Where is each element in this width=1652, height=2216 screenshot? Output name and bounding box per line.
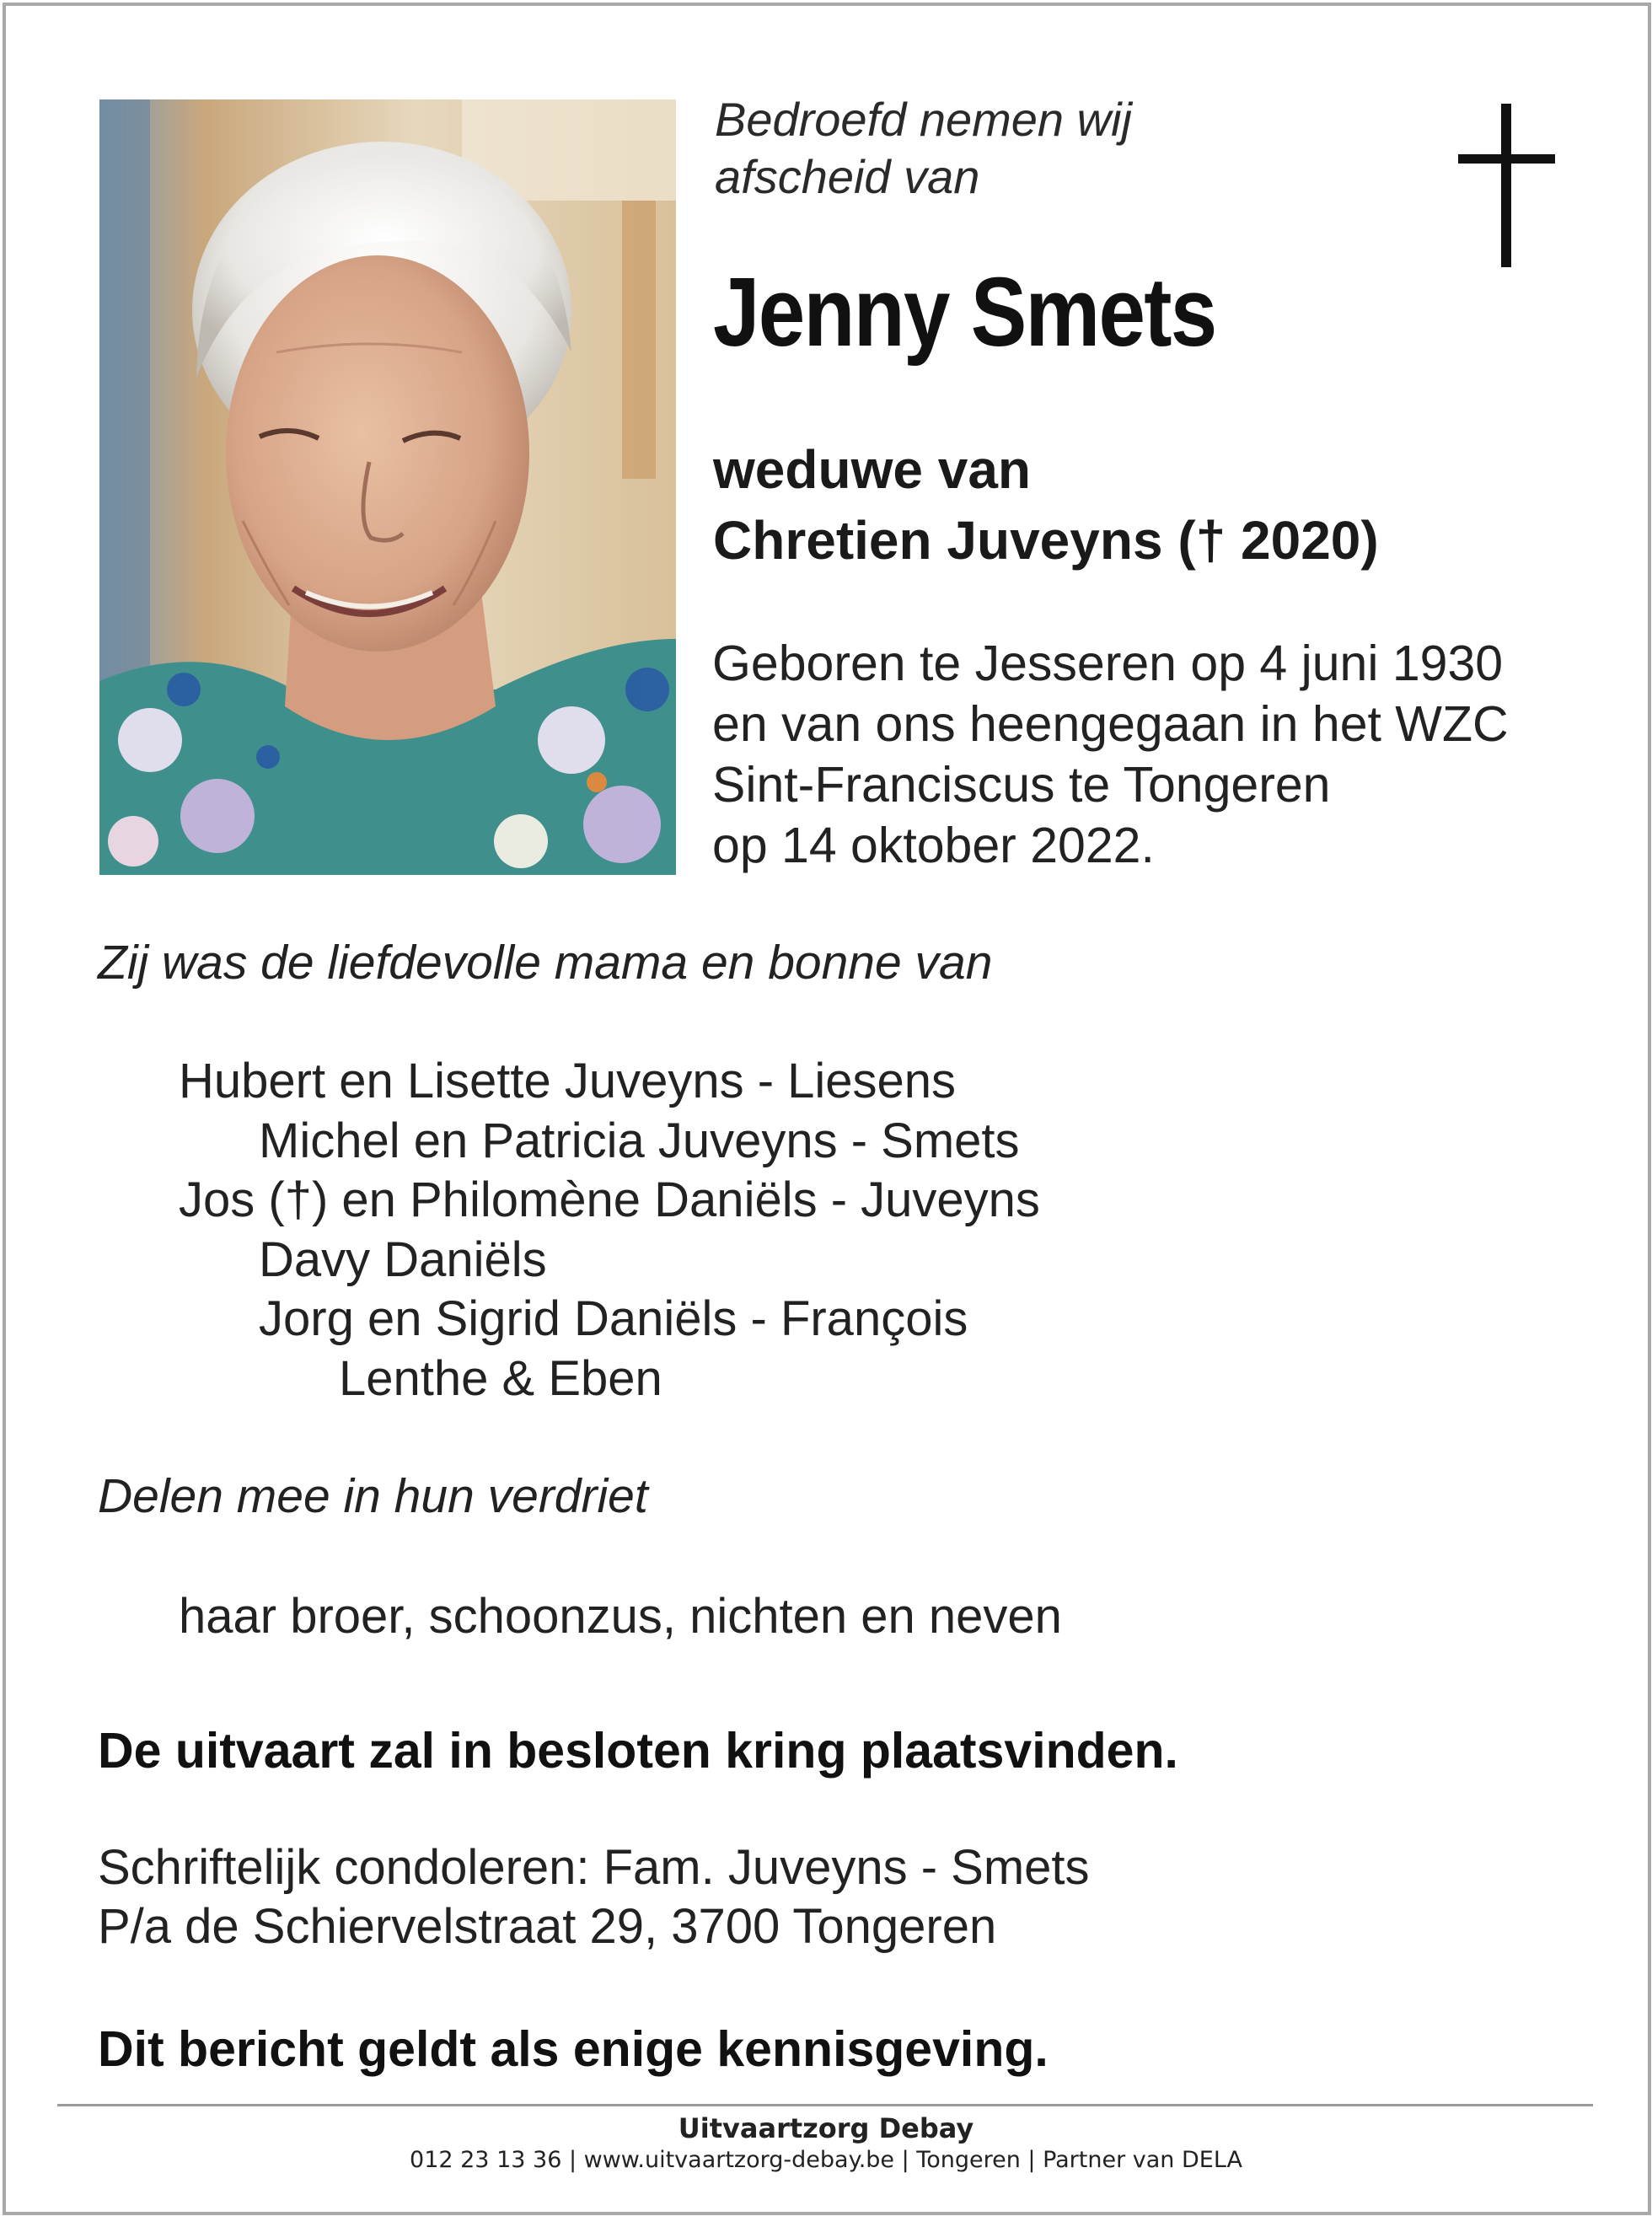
family-member: Davy Daniëls	[259, 1231, 547, 1287]
intro-line: afscheid van	[715, 150, 980, 203]
family-list	[179, 1052, 1040, 1409]
loving-intro: Zij was de liefdevolle mama en bonne van	[98, 936, 993, 990]
family-member: Hubert en Lisette Juveyns - Liesens	[179, 1054, 957, 1108]
address-line: P/a de Schiervelstraat 29, 3700 Tongeren	[98, 1899, 997, 1954]
family-member: Jorg en Sigrid Daniëls - François	[259, 1291, 968, 1347]
details-line: en van ons heengegaan in het WZC	[712, 696, 1509, 752]
funeral-company-name: Uitvaartzorg Debay	[678, 2112, 974, 2144]
family-member: Jos (†) en Philomène Daniëls - Juveyns	[179, 1172, 1040, 1228]
cross-icon	[1458, 104, 1555, 267]
intro-line: Bedroefd nemen wij	[715, 93, 1132, 146]
widow-of	[713, 434, 1379, 576]
spouse-name: Chretien Juveyns († 2020)	[713, 510, 1379, 571]
deceased-name: Jenny Smets	[713, 257, 1216, 367]
details-line: op 14 oktober 2022.	[712, 818, 1155, 873]
portrait-photo	[99, 99, 676, 875]
family-member: Michel en Patricia Juveyns - Smets	[259, 1113, 1020, 1168]
funeral-company-contact: 012 23 13 36 | www.uitvaartzorg-debay.be | Tongeren | Partner van DELA	[410, 2147, 1242, 2173]
details-line: Sint-Franciscus te Tongeren	[712, 757, 1331, 813]
family-member: Lenthe & Eben	[339, 1350, 662, 1406]
details-line: Geboren te Jesseren op 4 juni 1930	[712, 636, 1504, 691]
widow-label: weduwe van	[713, 439, 1031, 500]
relatives-text: haar broer, schoonzus, nichten en neven	[179, 1589, 1062, 1644]
footer-divider	[57, 2104, 1593, 2106]
birth-death-details	[712, 633, 1509, 876]
condolence-address	[98, 1838, 1090, 1956]
condolence-line: Schriftelijk condoleren: Fam. Juveyns - Smets	[98, 1840, 1090, 1895]
intro-text	[715, 91, 1132, 206]
official-notice: Dit bericht geldt als enige kennisgeving.	[98, 2021, 1049, 2077]
share-intro: Delen mee in hun verdriet	[98, 1469, 648, 1523]
funeral-notice: De uitvaart zal in besloten kring plaatsvinden.	[98, 1723, 1178, 1779]
